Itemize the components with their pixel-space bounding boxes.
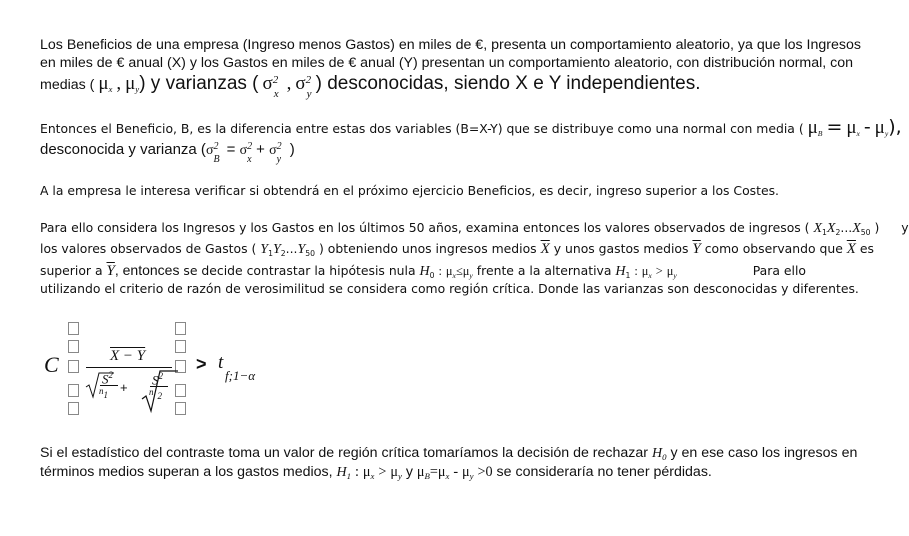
var-y: Y bbox=[297, 242, 306, 257]
para1-line2: en miles de € anual (X) y los Gastos en miles de € anual (Y) presentan un comportamiento aleatorio, con distribución normal, con bbox=[40, 55, 854, 71]
para4-line1 bbox=[40, 218, 909, 240]
subscript: 2 bbox=[157, 391, 162, 401]
dots: ... bbox=[285, 241, 298, 256]
subscript: y bbox=[135, 84, 140, 95]
t-statistic: t bbox=[218, 352, 224, 373]
n-two bbox=[149, 387, 162, 401]
text: y unos gastos medios bbox=[553, 241, 689, 256]
para3: A la empresa le interesa verificar si obtendrá en el próximo ejercicio Beneficios, es decir, ingreso superior a los Costes. bbox=[40, 183, 779, 198]
colon: : bbox=[355, 464, 359, 480]
gt: > bbox=[477, 464, 486, 480]
s: S bbox=[102, 371, 109, 387]
subscript: 1 bbox=[822, 227, 827, 237]
dots: ... bbox=[840, 220, 853, 235]
comma: , bbox=[286, 73, 292, 94]
mu-symbol: μ bbox=[462, 264, 470, 278]
subscript: 1 bbox=[103, 390, 108, 400]
subscript: B bbox=[213, 154, 220, 165]
mu-symbol: μ bbox=[874, 117, 885, 138]
mu-symbol: μ bbox=[445, 264, 453, 278]
mu-symbol: μ bbox=[390, 464, 398, 480]
text: Entonces el Beneficio, B, es la diferencia entre estas dos variables (B=X-Y) que se distribuye como una normal con media ( bbox=[40, 121, 804, 136]
x-bar: $\overline{X}$ bbox=[540, 241, 550, 257]
subscript: y bbox=[673, 270, 677, 280]
n: n bbox=[99, 386, 104, 396]
text: medias ( bbox=[40, 77, 95, 93]
text: Para ello bbox=[752, 263, 806, 278]
subscript: y bbox=[306, 88, 312, 100]
text: se consideraría no tener pérdidas. bbox=[496, 464, 712, 480]
zero: 0 bbox=[485, 464, 493, 480]
text: ) bbox=[874, 220, 880, 235]
text: y en ese caso los ingresos en bbox=[670, 445, 858, 461]
n-one bbox=[99, 386, 108, 400]
var-y: Y bbox=[272, 242, 281, 257]
missing-glyph-box bbox=[68, 360, 79, 373]
superscript: 2 bbox=[276, 141, 282, 152]
mu-symbol: μ bbox=[641, 264, 649, 278]
subscript: 1 bbox=[625, 270, 631, 280]
var-x: X bbox=[813, 221, 823, 236]
n: n bbox=[149, 387, 154, 397]
subscript: y bbox=[469, 471, 474, 482]
missing-glyph-box bbox=[68, 384, 79, 397]
gt: > bbox=[655, 264, 663, 278]
minus: - bbox=[863, 116, 871, 138]
text: se decide contrastar la hipótesis nula bbox=[183, 263, 416, 278]
missing-glyph-box bbox=[68, 340, 79, 353]
subscript: x bbox=[247, 154, 252, 165]
equals: = bbox=[226, 141, 236, 158]
var-y: Y bbox=[260, 242, 269, 257]
sigma-symbol: σ bbox=[262, 73, 273, 94]
sigma-symbol: σ bbox=[295, 73, 306, 94]
text: Si el estadístico del contraste toma un valor de región crítica tomaríamos la decisión de rechazar bbox=[40, 445, 648, 461]
superscript: 2 bbox=[272, 74, 279, 86]
subscript: 1 bbox=[268, 248, 273, 258]
var-h: H bbox=[615, 264, 626, 279]
subscript: x bbox=[856, 128, 860, 138]
para4-line4: utilizando el criterio de razón de verosimilitud se considera como región crítica. Donde las varianzas son desconocidas y diferentes. bbox=[40, 281, 859, 296]
text: frente a la alternativa bbox=[476, 263, 612, 278]
text: como observando que bbox=[704, 241, 843, 256]
formula-numerator: X − Y bbox=[110, 348, 146, 364]
text: ), bbox=[888, 116, 902, 138]
subscript: x bbox=[273, 88, 279, 100]
mu-symbol: μ bbox=[98, 73, 109, 94]
colon: : bbox=[634, 264, 638, 278]
subscript: 0 bbox=[662, 452, 667, 463]
subscript: x bbox=[648, 270, 652, 280]
text: ) desconocidas, siendo X e Y independientes. bbox=[315, 73, 701, 94]
text: es bbox=[859, 241, 874, 256]
fraction-bar bbox=[86, 367, 172, 368]
para5-line1 bbox=[40, 443, 858, 464]
comma: , bbox=[116, 73, 122, 94]
var-h: H bbox=[651, 446, 663, 461]
subscript: 0 bbox=[429, 270, 435, 280]
subscript: y bbox=[276, 154, 282, 165]
subscript: x bbox=[445, 471, 450, 482]
mu-symbol: μ bbox=[437, 464, 446, 480]
para1-line1: Los Beneficios de una empresa (Ingreso menos Gastos) en miles de €, presenta un comportamiento aleatorio, ya que los Ingresos bbox=[40, 37, 861, 53]
y-bar: $\overline{Y}$ bbox=[692, 241, 701, 257]
gt: > bbox=[378, 464, 387, 480]
subscript: x bbox=[370, 471, 375, 482]
text: términos medios superan a los gastos medios, bbox=[40, 464, 333, 480]
superscript: 2 bbox=[305, 74, 312, 86]
x-bar: $\overline{X}$ bbox=[846, 241, 856, 257]
missing-glyph-box bbox=[68, 322, 79, 335]
subscript: 1 bbox=[346, 471, 352, 482]
text: los valores observados de Gastos ( bbox=[40, 241, 257, 256]
subscript: 50 bbox=[305, 248, 316, 258]
mu-symbol: μ bbox=[362, 464, 371, 480]
plus: + bbox=[256, 141, 265, 158]
critical-region-formula bbox=[40, 318, 280, 418]
s: S bbox=[152, 372, 159, 388]
text: desconocida y varianza ( bbox=[40, 141, 206, 158]
text: ) bbox=[289, 141, 295, 158]
var-x: X bbox=[852, 221, 861, 236]
plus-sign: + bbox=[120, 380, 128, 395]
sigma-symbol: σ bbox=[205, 143, 214, 158]
subscript: B bbox=[817, 128, 823, 138]
t-subscript: f;1−α bbox=[225, 368, 256, 383]
mu-symbol: μ bbox=[416, 464, 425, 480]
subscript: y bbox=[884, 128, 889, 138]
para2-line1 bbox=[40, 116, 902, 141]
formula-c: C bbox=[44, 352, 59, 377]
mu-symbol: μ bbox=[807, 117, 818, 138]
subscript: x bbox=[452, 270, 456, 280]
missing-glyph-box bbox=[175, 322, 186, 335]
var-h: H bbox=[419, 264, 430, 279]
var-h: H bbox=[336, 465, 347, 480]
text: ) obteniendo unos ingresos medios bbox=[319, 241, 537, 256]
mu-symbol: μ bbox=[846, 117, 857, 138]
subscript: x bbox=[108, 84, 113, 95]
subscript: 2 bbox=[280, 248, 286, 258]
greater-than: > bbox=[196, 354, 207, 374]
text: superior a bbox=[40, 263, 103, 278]
para5-line2 bbox=[40, 462, 820, 483]
para4-line2 bbox=[40, 239, 874, 261]
colon: : bbox=[438, 264, 442, 278]
missing-glyph-box bbox=[68, 402, 79, 415]
text: Para ello considera los Ingresos y los Gastos en los últimos 50 años, examina entonces los valores observados de ingresos ( bbox=[40, 220, 810, 235]
minus: - bbox=[453, 464, 459, 480]
superscript: 2 bbox=[108, 370, 113, 380]
superscript: 2 bbox=[247, 141, 253, 152]
mu-symbol: μ bbox=[462, 464, 470, 480]
para2-line2 bbox=[40, 140, 820, 165]
subscript: y bbox=[397, 471, 402, 482]
mu-symbol: μ bbox=[666, 264, 674, 278]
superscript: 2 bbox=[213, 141, 219, 152]
text: y bbox=[901, 220, 909, 235]
mu-symbol: μ bbox=[125, 73, 136, 94]
text: ) y varianzas ( bbox=[139, 73, 259, 94]
subscript: y bbox=[469, 270, 473, 280]
superscript: 2 bbox=[158, 371, 163, 381]
subscript: 2 bbox=[835, 227, 841, 237]
y-bar: $\overline{Y}$ bbox=[106, 263, 115, 279]
subscript: B bbox=[424, 471, 430, 482]
equals: = bbox=[429, 464, 438, 480]
text: , entonces bbox=[114, 262, 180, 278]
text: y bbox=[405, 464, 413, 480]
missing-glyph-box bbox=[175, 340, 186, 353]
leq: ≤ bbox=[455, 264, 463, 278]
sigma-symbol: σ bbox=[269, 143, 277, 158]
para1-line3 bbox=[40, 73, 820, 100]
var-x: X bbox=[826, 221, 836, 236]
subscript: 50 bbox=[860, 227, 871, 237]
equals: = bbox=[826, 116, 843, 138]
sigma-symbol: σ bbox=[239, 143, 248, 158]
